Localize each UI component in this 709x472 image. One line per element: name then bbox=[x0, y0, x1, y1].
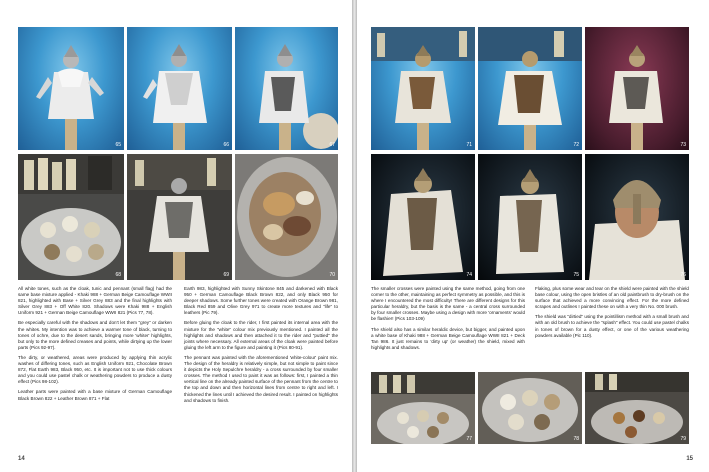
photo-number: 72 bbox=[573, 142, 579, 148]
figure-illustration bbox=[478, 154, 582, 280]
right-page bbox=[357, 0, 709, 472]
paragraph: All white tones, such as the cloak, tunic and pennant (small flag) had the same base mixture applied - Khaki 988 + German Beige Camouflage WWII 821, highlighted with Base + Silver Grey 883 and the final highlights with Silver Grey 883 + Off White 820. Shadows were Khaki 988 + English Uniform 921 + German Beige Camouflage WWII 821 (Pics 77, 78). bbox=[18, 286, 172, 316]
figure-illustration bbox=[371, 27, 475, 150]
paragraph: The dirty, or weathered, areas were produced by applying thin acrylic washes of differing tones, such as English Uniform 921, Chocolate Brown 872, Flat Earth 983, Black 950, etc. It is important not to use thick colours and you could use pastel chalk or weathering powders to produce a dusty effect (Pics 98-102). bbox=[18, 354, 172, 385]
photo-number: 73 bbox=[680, 142, 686, 148]
figure-photo-67 bbox=[235, 27, 338, 150]
text-column-1 bbox=[18, 286, 172, 406]
photo-number: 78 bbox=[573, 436, 579, 442]
paragraph: The pennant was painted with the aforementioned 'white-colour' paint mix. The design of the heraldry is relatively simple, but not simple to paint since it depicts the Holy Sepulchre heraldry - a cross surrounded by four smaller crosses. The method I used to paint it was as follows: first, I painted a thin vertical line on the already painted surface of the pennant from the centre to the top and down and then horizontal lines from centre to right and left. I thickened the lines until I achieved the desired result. I painted on highlights and shadows to finish. bbox=[184, 354, 338, 403]
figure-photo-75 bbox=[478, 154, 582, 280]
palette-illustration bbox=[235, 154, 338, 280]
palette-illustration bbox=[585, 372, 689, 444]
text-column-2 bbox=[184, 286, 338, 408]
figure-illustration bbox=[127, 27, 232, 150]
paints-palette-photo-68 bbox=[18, 154, 124, 280]
palette-photo-70 bbox=[235, 154, 338, 280]
paragraph: The shield also has a similar heraldic device, but bigger, and painted upon a white base of Khaki 988 + German Beige Camouflage WWII 821 + Deck Tan 986. It just remains to 'dirty up' (or weather) the shield, mixed with highlights and shadows. bbox=[371, 326, 525, 350]
palette-photo-79 bbox=[585, 372, 689, 444]
paragraph: Leather parts were painted with a base mixture of German Camouflage Black Brown 822 + Leather Brown 871 + Flat bbox=[18, 389, 172, 401]
paragraph: The shield was "dirtied" using the pointillism method with a small brush and with an old brush to achieve the "splash" effect. You could use pastel chalks in tones of brown for a dusty effect, or one of the various weathering powders available (Pic 110). bbox=[535, 314, 689, 338]
figure-photo-76 bbox=[585, 154, 689, 280]
photo-number: 71 bbox=[466, 142, 472, 148]
page-number: 15 bbox=[686, 456, 693, 462]
photo-number: 76 bbox=[680, 272, 686, 278]
palette-photo-77 bbox=[371, 372, 475, 444]
figure-illustration bbox=[585, 27, 689, 150]
paragraph: Earth 983, highlighted with Sunny Skintone 845 and darkened with Black 950 + German Camouflage Black Brown 822, and only Black 950 for deeper shadows. Some further tones were created with Orange Brown 981, Black Red 859 and Olive Grey 971 to create more textures and "life" to leathers (Pic 79). bbox=[184, 286, 338, 316]
figure-closeup bbox=[585, 154, 689, 280]
figure-illustration bbox=[18, 27, 124, 150]
figure-photo-73 bbox=[585, 27, 689, 150]
figure-photo-72 bbox=[478, 27, 582, 150]
photo-number: 66 bbox=[223, 142, 229, 148]
photo-number: 70 bbox=[329, 272, 335, 278]
figure-photo-65 bbox=[18, 27, 124, 150]
palette-illustration bbox=[478, 372, 582, 444]
page-number: 14 bbox=[18, 456, 25, 462]
palette-illustration bbox=[371, 372, 475, 444]
photo-number: 79 bbox=[680, 436, 686, 442]
photo-number: 69 bbox=[223, 272, 229, 278]
photo-number: 75 bbox=[573, 272, 579, 278]
photo-number: 77 bbox=[466, 436, 472, 442]
paragraph: The smaller crosses were painted using the same method, going from one corner to the other, maintaining as perfect symmetry as possible, and this is where I encountered the most difficulty! There are different designs for this particular heraldry, but the basis is the same - a central cross surrounded by four smaller crosses. Maybe using a design with more 'ornaments' would be flashier! (Pics 103-109) bbox=[371, 286, 525, 322]
figure-illustration bbox=[235, 27, 338, 150]
photo-number: 68 bbox=[115, 272, 121, 278]
paragraph: Before gluing the cloak to the rider, I first painted its internal area with the mixture for the "white" colour mix previously mentioned. I painted all the highlights and shadows and then attached it to the rider and "puttied" the joints where necessary. All external areas of the cloak were painted before gluing the left arm to the figure and painting it (Pics 80-91). bbox=[184, 320, 338, 350]
paragraph: Be especially careful with the shadows and don't let them "grey" or darken the whites. My intention was to achieve a warmer tone of black, turning to tones of ochre, due to the desert sands, bringing more 'whiter' highlights, but only to the more defined creases and points, while dirtying up the lower parts (Pics 92-97). bbox=[18, 320, 172, 350]
figure-illustration bbox=[371, 154, 475, 280]
left-page bbox=[0, 0, 352, 472]
text-column-2 bbox=[535, 286, 689, 343]
photo-number: 65 bbox=[115, 142, 121, 148]
figure-illustration bbox=[127, 154, 232, 280]
palette-illustration bbox=[18, 154, 124, 280]
photo-number: 67 bbox=[329, 142, 335, 148]
palette-photo-78 bbox=[478, 372, 582, 444]
photo-number: 74 bbox=[466, 272, 472, 278]
figure-photo-69 bbox=[127, 154, 232, 280]
figure-photo-66 bbox=[127, 27, 232, 150]
paragraph: Flaking, plus some wear and tear on the shield were painted with the shield base colour, using the open bristles of an old paintbrush to dry-brush on the surface that achieved a more convincing effect. For the more defined scrapes and outlines I painted these on with a very thin No. 000 brush. bbox=[535, 286, 689, 310]
figure-photo-74 bbox=[371, 154, 475, 280]
text-column-1 bbox=[371, 286, 525, 355]
figure-photo-71 bbox=[371, 27, 475, 150]
figure-illustration bbox=[478, 27, 582, 150]
